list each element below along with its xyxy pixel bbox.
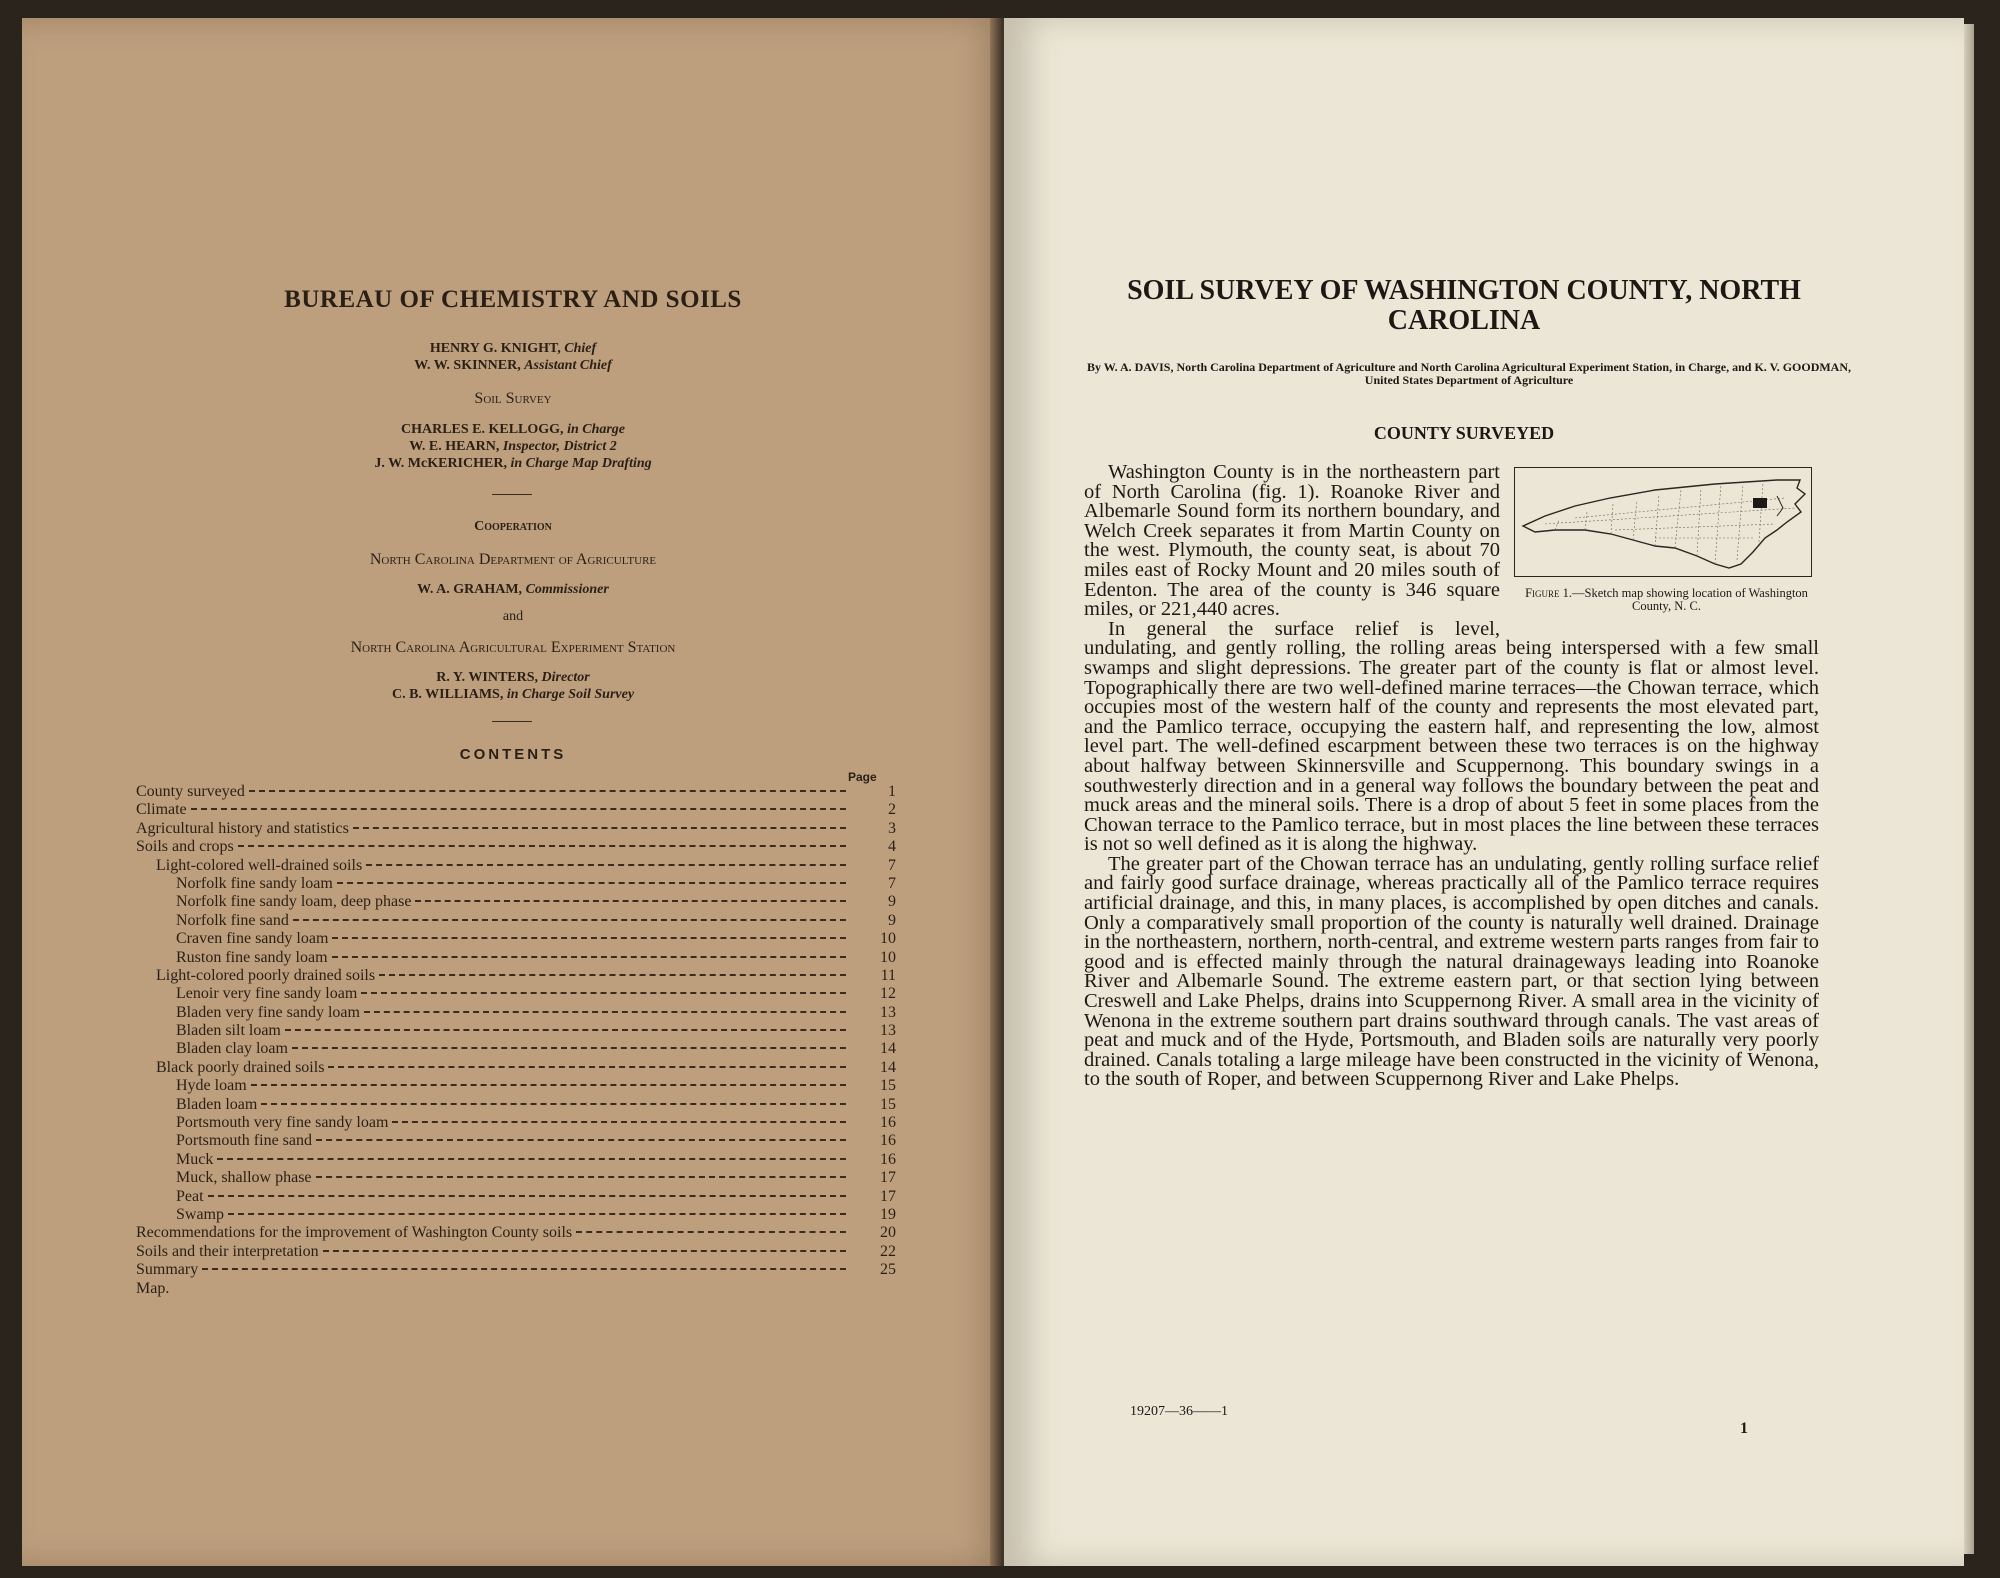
contents-row <box>136 875 896 893</box>
section-heading: COUNTY SURVEYED <box>1373 423 1555 443</box>
leader-dots <box>208 1195 846 1197</box>
printer-code: 19207—36——1 <box>1130 1404 1228 1419</box>
leader-dots <box>366 864 846 866</box>
contents-row <box>136 1169 896 1187</box>
leader-dots <box>328 1066 846 1068</box>
contents-row <box>136 1243 896 1261</box>
right-page-first-page <box>1004 18 1964 1566</box>
contents-row <box>136 1206 896 1224</box>
leader-dots <box>251 1084 846 1086</box>
nc-dept-agriculture: North Carolina Department of Agriculture <box>369 551 657 568</box>
cooperation-heading: Cooperation <box>474 519 552 534</box>
contents-row <box>136 893 896 911</box>
leader-dots <box>379 974 846 976</box>
leader-dots <box>292 1047 846 1049</box>
contents-row <box>136 1096 896 1114</box>
contents-page-number: 14 <box>880 1040 896 1058</box>
page-column-header: Page <box>848 770 877 784</box>
contents-page-number: 15 <box>880 1095 896 1113</box>
contents-label: Portsmouth fine sand <box>176 1132 312 1150</box>
kellogg-line: CHARLES E. KELLOGG, in Charge <box>400 422 626 437</box>
contents-row <box>136 930 896 948</box>
contents-row <box>136 949 896 967</box>
contents-page-number: 1 <box>888 783 896 800</box>
leader-dots <box>238 845 846 847</box>
contents-page-number: 12 <box>880 985 896 1003</box>
contents-page-number: 7 <box>888 874 896 892</box>
contents-label: Bladen silt loam <box>176 1022 281 1040</box>
williams-line: C. B. WILLIAMS, in Charge Soil Survey <box>391 687 635 702</box>
contents-row <box>136 838 896 856</box>
leader-dots <box>361 992 846 994</box>
contents-page-number: 9 <box>888 911 896 929</box>
north-carolina-map-icon <box>1515 468 1811 576</box>
contents-row <box>136 1004 896 1022</box>
contents-label: Peat <box>176 1187 204 1205</box>
page-title: SOIL SURVEY OF WASHINGTON COUNTY, NORTH CAROLINA <box>1127 275 1801 336</box>
contents-title: CONTENTS <box>459 746 567 763</box>
contents-label: Hyde loam <box>176 1077 247 1095</box>
contents-page-number: 13 <box>880 1022 896 1040</box>
leader-dots <box>261 1103 846 1105</box>
figure-1-caption: Figure 1.—Sketch map showing location of Washington County, N. C. <box>1525 586 1808 613</box>
contents-page-number: 10 <box>880 948 896 966</box>
table-of-contents <box>136 783 896 1298</box>
winters-line: R. Y. WINTERS, Director <box>436 670 590 685</box>
leader-dots <box>323 1250 846 1252</box>
leader-dots <box>191 808 846 810</box>
leader-dots <box>576 1231 846 1233</box>
contents-row <box>136 1077 896 1095</box>
leader-dots <box>202 1268 846 1270</box>
contents-page-number: 11 <box>880 966 896 984</box>
contents-label: Black poorly drained soils <box>156 1058 325 1076</box>
washington-county-marker <box>1753 498 1767 508</box>
contents-row <box>136 1280 896 1298</box>
figure-1 <box>1514 467 1819 619</box>
contents-page-number: 16 <box>880 1150 896 1168</box>
page-number: 1 <box>1740 1420 1748 1437</box>
contents-label: Soils and crops <box>136 838 234 856</box>
contents-page-number: 7 <box>888 856 896 874</box>
nc-agricultural-station: North Carolina Agricultural Experiment Station <box>350 639 676 656</box>
contents-page-number: 10 <box>880 930 896 948</box>
contents-label: Bladen very fine sandy loam <box>176 1003 360 1021</box>
contents-page-number: 19 <box>880 1205 896 1223</box>
contents-label: Ruston fine sandy loam <box>176 948 328 966</box>
author-byline: By W. A. DAVIS, North Carolina Department of Agriculture and North Carolina Agricultural Experiment Station, in Charge, and K. V. GOODMAN, United States Department of Agriculture <box>1086 360 1852 387</box>
contents-row <box>136 820 896 838</box>
contents-row <box>136 912 896 930</box>
contents-row <box>136 801 896 819</box>
leader-dots <box>364 1011 846 1013</box>
page-edge <box>1964 24 1974 1554</box>
contents-page-number: 16 <box>880 1132 896 1150</box>
leader-dots <box>332 937 846 939</box>
leader-dots <box>293 919 846 921</box>
contents-label: Soils and their interpretation <box>136 1242 319 1260</box>
leader-dots <box>332 956 846 958</box>
contents-label: Climate <box>136 801 187 819</box>
contents-row <box>136 1188 896 1206</box>
and-text: and <box>502 609 524 624</box>
paragraph-1: Washington County is in the northeastern part of North Carolina (fig. 1). Roanoke River and Albemarle Sound form its northern boundary, and Welch Creek separates it from Martin County on the west. Plymouth, the county seat, is about 70 miles east of Rocky Mount and 20 miles south of Edenton. The area of the county is 346 square miles, or 221,440 acres. <box>1084 461 1500 621</box>
contents-page-number: 15 <box>880 1077 896 1095</box>
contents-row <box>136 1261 896 1279</box>
figure-1-map-frame <box>1514 467 1812 577</box>
contents-label: Light-colored well-drained soils <box>156 856 363 874</box>
contents-row <box>136 985 896 1003</box>
body-text <box>1084 463 1819 1090</box>
contents-label: Norfolk fine sandy loam <box>176 874 333 892</box>
mckericher-line: J. W. McKERICHER, in Charge Map Drafting <box>374 456 652 471</box>
contents-label: Recommendations for the improvement of Washington County soils <box>136 1224 573 1242</box>
contents-label: Bladen clay loam <box>176 1040 288 1058</box>
contents-label: Norfolk fine sand <box>176 911 289 929</box>
contents-label: Muck <box>176 1150 214 1168</box>
leader-dots <box>316 1139 846 1141</box>
contents-label: Portsmouth very fine sandy loam <box>176 1114 389 1132</box>
paragraph-2: In general the surface relief is level, undulating, and gently rolling, the rolling areas being interspersed with a few small swamps and slight depressions. The greater part of the county is flat or almost level. Topographically there are two well-defined marine terraces—the Chowan terrace, which occupies most of the western half of the county and represents the most elevated part, and the Pamlico terrace, occupying the eastern half, and representing the low, almost level part. The well-defined escarpment between these two terraces is on the highway about halfway between Skinnersville and Scuppernong. This boundary swings in a southwesterly direction and in a general way follows the boundary between the peat and muck areas and the mineral soils. There is a drop of about 5 feet in some places from the Chowan terrace to the Pamlico terrace, but in most places the line between these terraces is not so well defined as it is along the highway. <box>1084 617 1819 856</box>
contents-row <box>136 1059 896 1077</box>
contents-page-number: 9 <box>888 893 896 911</box>
assistant-chief-line: W. W. SKINNER, Assistant Chief <box>414 358 612 373</box>
divider-rule <box>492 721 532 722</box>
contents-label: Muck, shallow phase <box>176 1169 312 1187</box>
leader-dots <box>249 790 846 792</box>
contents-row <box>136 1022 896 1040</box>
contents-page-number: 17 <box>880 1187 896 1205</box>
contents-row <box>136 857 896 875</box>
bureau-title: BUREAU OF CHEMISTRY AND SOILS <box>284 286 742 313</box>
contents-page-number: 17 <box>880 1169 896 1187</box>
leader-dots <box>316 1176 846 1178</box>
divider-rule <box>492 494 532 495</box>
leader-dots <box>353 827 846 829</box>
soil-survey-heading: Soil Survey <box>474 390 552 407</box>
graham-line: W. A. GRAHAM, Commissioner <box>417 582 609 597</box>
contents-row <box>136 783 896 801</box>
contents-page-number: 22 <box>880 1242 896 1260</box>
contents-page-number: 25 <box>880 1261 896 1279</box>
contents-page-number: 13 <box>880 1003 896 1021</box>
contents-row <box>136 1224 896 1242</box>
contents-page-number: 16 <box>880 1114 896 1132</box>
hearn-line: W. E. HEARN, Inspector, District 2 <box>409 439 617 454</box>
contents-label: Map. <box>136 1279 170 1297</box>
leader-dots <box>415 900 846 902</box>
contents-label: County surveyed <box>136 783 245 800</box>
contents-label: Light-colored poorly drained soils <box>156 966 376 984</box>
leader-dots <box>392 1121 846 1123</box>
contents-row <box>136 1132 896 1150</box>
contents-label: Lenoir very fine sandy loam <box>176 985 358 1003</box>
paragraph-3: The greater part of the Chowan terrace has an undulating, gently rolling surface relief and fairly good surface drainage, whereas practically all of the Pamlico terrace requires artificial drainage, and this, in many places, is accomplished by open ditches and canals. Only a comparatively small proportion of the county is naturally well drained. Drainage in the northeastern, northern, north-central, and extreme western parts ranges from fair to good and is effected mainly through the natural drainageways leading into Roanoke River and Albemarle Sound. The extreme eastern part, or that section lying between Creswell and Lake Phelps, drains into Scuppernong River. A small area in the vicinity of Wenona in the extreme southern part drains southward through canals. The vast areas of peat and muck and of the Hyde, Portsmouth, and Bladen soils are naturally very poorly drained. Canals totaling a large mileage have been constructed in the vicinity of Wenona, to the south of Roper, and between Scuppernong River and Lake Phelps. <box>1084 852 1819 1091</box>
contents-page-number: 4 <box>888 838 896 856</box>
contents-page-number: 3 <box>888 819 896 837</box>
leader-dots <box>228 1213 846 1215</box>
contents-label: Norfolk fine sandy loam, deep phase <box>176 893 412 911</box>
contents-page-number: 20 <box>880 1224 896 1242</box>
contents-page-number: 14 <box>880 1058 896 1076</box>
contents-row <box>136 1151 896 1169</box>
chief-line: HENRY G. KNIGHT, Chief <box>429 341 597 356</box>
contents-row <box>136 1114 896 1132</box>
contents-label: Summary <box>136 1261 199 1279</box>
contents-page-number: 2 <box>888 801 896 819</box>
contents-row <box>136 967 896 985</box>
contents-label: Swamp <box>176 1205 224 1223</box>
left-page-cover-inside <box>22 18 1004 1566</box>
leader-dots <box>217 1158 846 1160</box>
contents-label: Craven fine sandy loam <box>176 930 329 948</box>
leader-dots <box>285 1029 846 1031</box>
contents-label: Bladen loam <box>176 1095 258 1113</box>
contents-label: Agricultural history and statistics <box>136 819 349 837</box>
contents-row <box>136 1040 896 1058</box>
leader-dots <box>337 882 846 884</box>
